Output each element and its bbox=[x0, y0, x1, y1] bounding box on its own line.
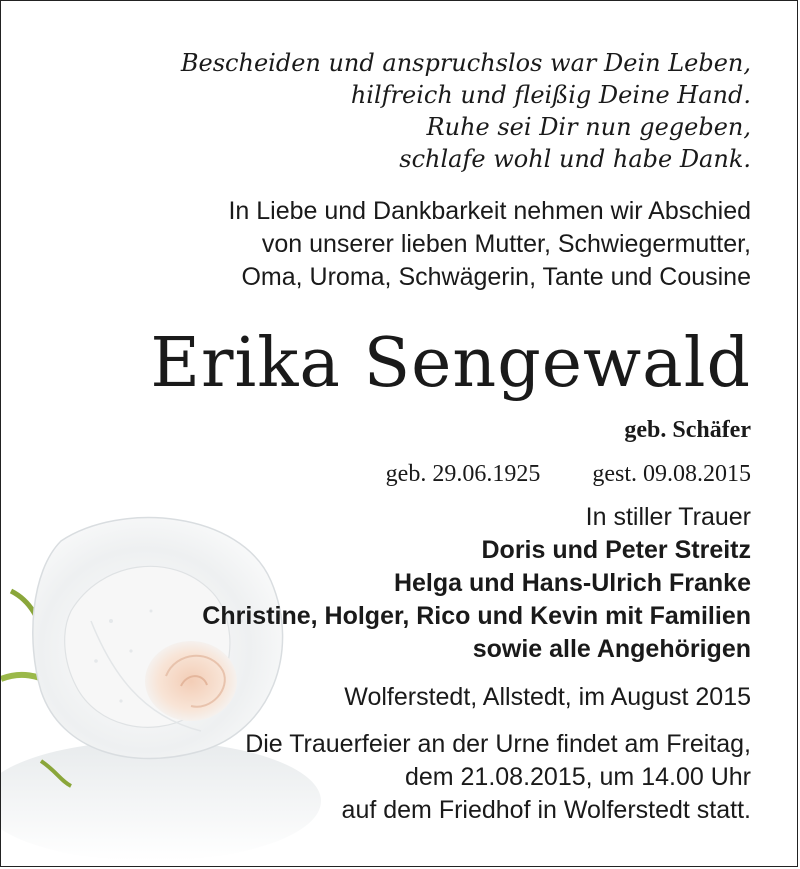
poem-line: Ruhe sei Dir nun gegeben, bbox=[426, 113, 751, 141]
funeral-line: Die Trauerfeier an der Urne findet am Freitag, bbox=[245, 730, 751, 758]
mourner-name: Helga und Hans-Ulrich Franke bbox=[393, 569, 751, 597]
intro-text bbox=[228, 195, 751, 294]
life-dates bbox=[386, 459, 751, 489]
maiden-name: geb. Schäfer bbox=[624, 417, 751, 443]
funeral-line: auf dem Friedhof in Wolferstedt statt. bbox=[341, 796, 751, 824]
intro-line: In Liebe und Dankbarkeit nehmen wir Abschied bbox=[228, 197, 751, 225]
funeral-info bbox=[245, 728, 751, 827]
intro-line: von unserer lieben Mutter, Schwiegermutter, bbox=[261, 230, 751, 258]
mourner-name: Doris und Peter Streitz bbox=[481, 536, 751, 564]
death-date: gest. 09.08.2015 bbox=[592, 461, 751, 487]
poem-line: Bescheiden und anspruchslos war Dein Leben, bbox=[180, 49, 751, 77]
poem-line: schlafe wohl und habe Dank. bbox=[399, 145, 751, 173]
mourner-name: Christine, Holger, Rico und Kevin mit Familien bbox=[202, 602, 751, 630]
deceased-name: Erika Sengewald bbox=[150, 324, 751, 403]
funeral-line: dem 21.08.2015, um 14.00 Uhr bbox=[404, 763, 751, 791]
birth-date: geb. 29.06.1925 bbox=[385, 461, 541, 487]
place-date: Wolferstedt, Allstedt, im August 2015 bbox=[344, 683, 751, 711]
poem bbox=[181, 47, 751, 175]
mourners bbox=[202, 501, 751, 666]
mourner-name: sowie alle Angehörigen bbox=[472, 635, 751, 663]
poem-line: hilfreich und fleißig Deine Hand. bbox=[350, 81, 751, 109]
mourners-heading: In stiller Trauer bbox=[585, 503, 751, 531]
intro-line: Oma, Uroma, Schwägerin, Tante und Cousine bbox=[241, 263, 751, 291]
